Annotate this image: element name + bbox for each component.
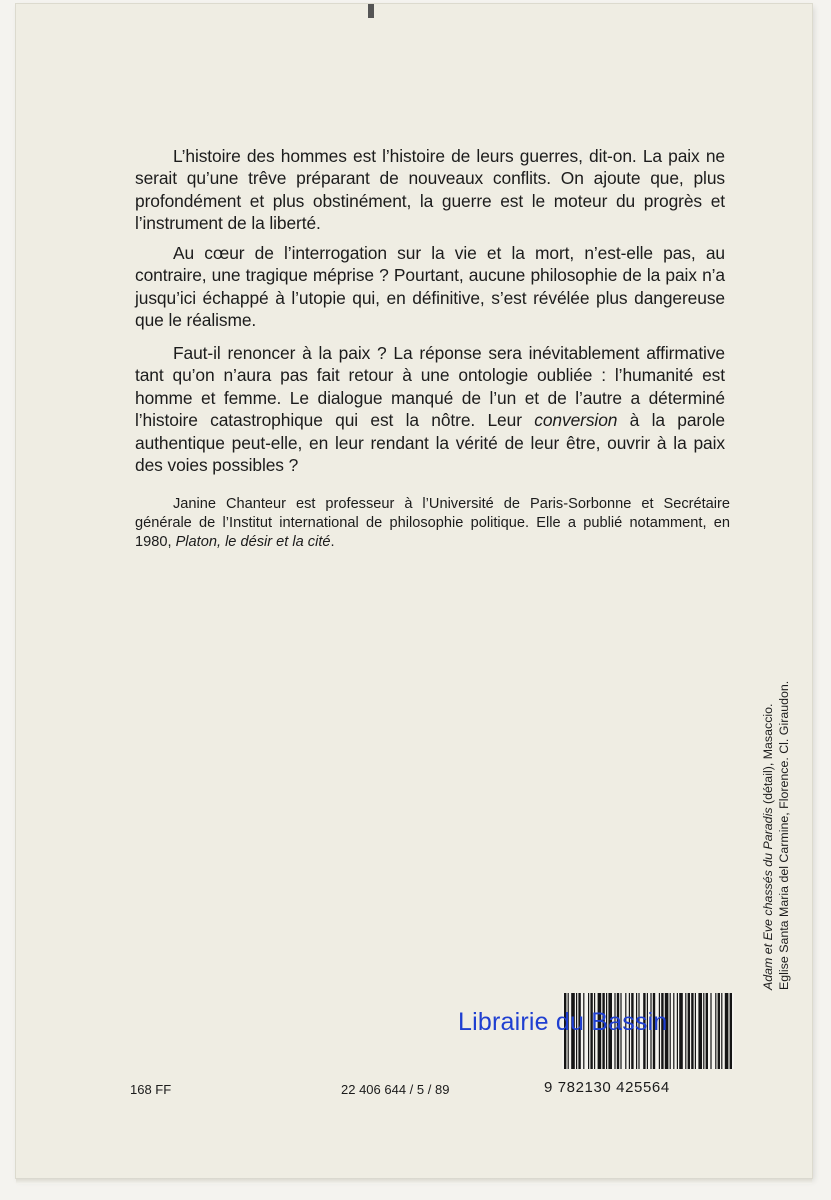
author-book-title: Platon, le désir et la cité [175,533,331,550]
barcode-bar [710,993,711,1069]
binding-tab [368,4,374,18]
barcode-bar [670,993,671,1069]
barcode-bar [685,993,686,1069]
blurb-paragraph-1-text: L’histoire des hommes est l’histoire de leurs guerres, dit-on. La paix ne serait qu’une trêve préparant de nouveaux conflits. On ajoute que, plus profondément et plus obstinément, la guerre est le moteur du progrès et l’instrument de la liberté. [135,146,725,234]
image-credit-line-2: Eglise Santa Maria del Carmine, Florence. Cl. Giraudon. [777,680,791,990]
blurb-emphasis: conversion [534,410,618,431]
blurb-paragraph-2 [135,242,725,332]
barcode-bar [730,993,732,1069]
barcode-bar [703,993,704,1069]
barcode-bar [721,993,722,1069]
artwork-detail: (détail), Masaccio. [761,703,775,808]
artwork-title: Adam et Eve chassés du Paradis [761,807,775,990]
blurb-paragraph-2-text: Au cœur de l’interrogation sur la vie et la mort, n’est-elle pas, au contraire, une tragique méprise ? Pourtant, aucune philosophie de la paix n’a jusqu’ici échappé à l’utopie qui, en définitive, s’est révélée plus dangereuse que le réalisme. [135,243,725,331]
author-bio [135,495,730,551]
price-label: 168 FF [130,1082,172,1097]
image-credit-line-1 [760,650,776,990]
barcode-bar [688,993,690,1069]
barcode-bar [691,993,693,1069]
barcode-bar [698,993,702,1069]
blurb-paragraph-3-before: Faut-il renoncer à la paix ? La réponse sera inévitablement affirmative tant qu’on n’aura pas fait retour à une ontologie oubliée : l’humanité est homme et femme. Le dialogue manqué de l’un et de l’autre a déterminé l’histoire catastrophique qui est la nôtre. Leur [135,343,725,431]
barcode-bar [673,993,674,1069]
barcode-bar [679,993,683,1069]
barcode-bar [677,993,678,1069]
barcode-bar [706,993,708,1069]
author-bio-end: . [330,533,335,550]
isbn-digits: 9 782130 425564 [544,1079,670,1096]
reference-number: 22 406 644 / 5 / 89 [341,1082,450,1097]
barcode-bar [695,993,696,1069]
barcode-bar [725,993,729,1069]
blurb-paragraph-3-after: à la parole authentique peut-elle, en leur rendant la vérité de leur être, ouvrir à la paix des voies possibles ? [135,410,725,476]
blurb-paragraph-1 [135,145,725,235]
watermark-text: Librairie du Bassin [458,1008,668,1036]
blurb-paragraph-3 [135,342,725,476]
image-credit [760,650,792,990]
book-bottom-edge [16,1178,812,1184]
barcode-bar [715,993,716,1069]
barcode-bar [718,993,720,1069]
author-bio-text: Janine Chanteur est professeur à l’Université de Paris-Sorbonne et Secrétaire générale de l’Institut international de philosophie politique. Elle a publié notamment, en 1980, [135,496,730,550]
